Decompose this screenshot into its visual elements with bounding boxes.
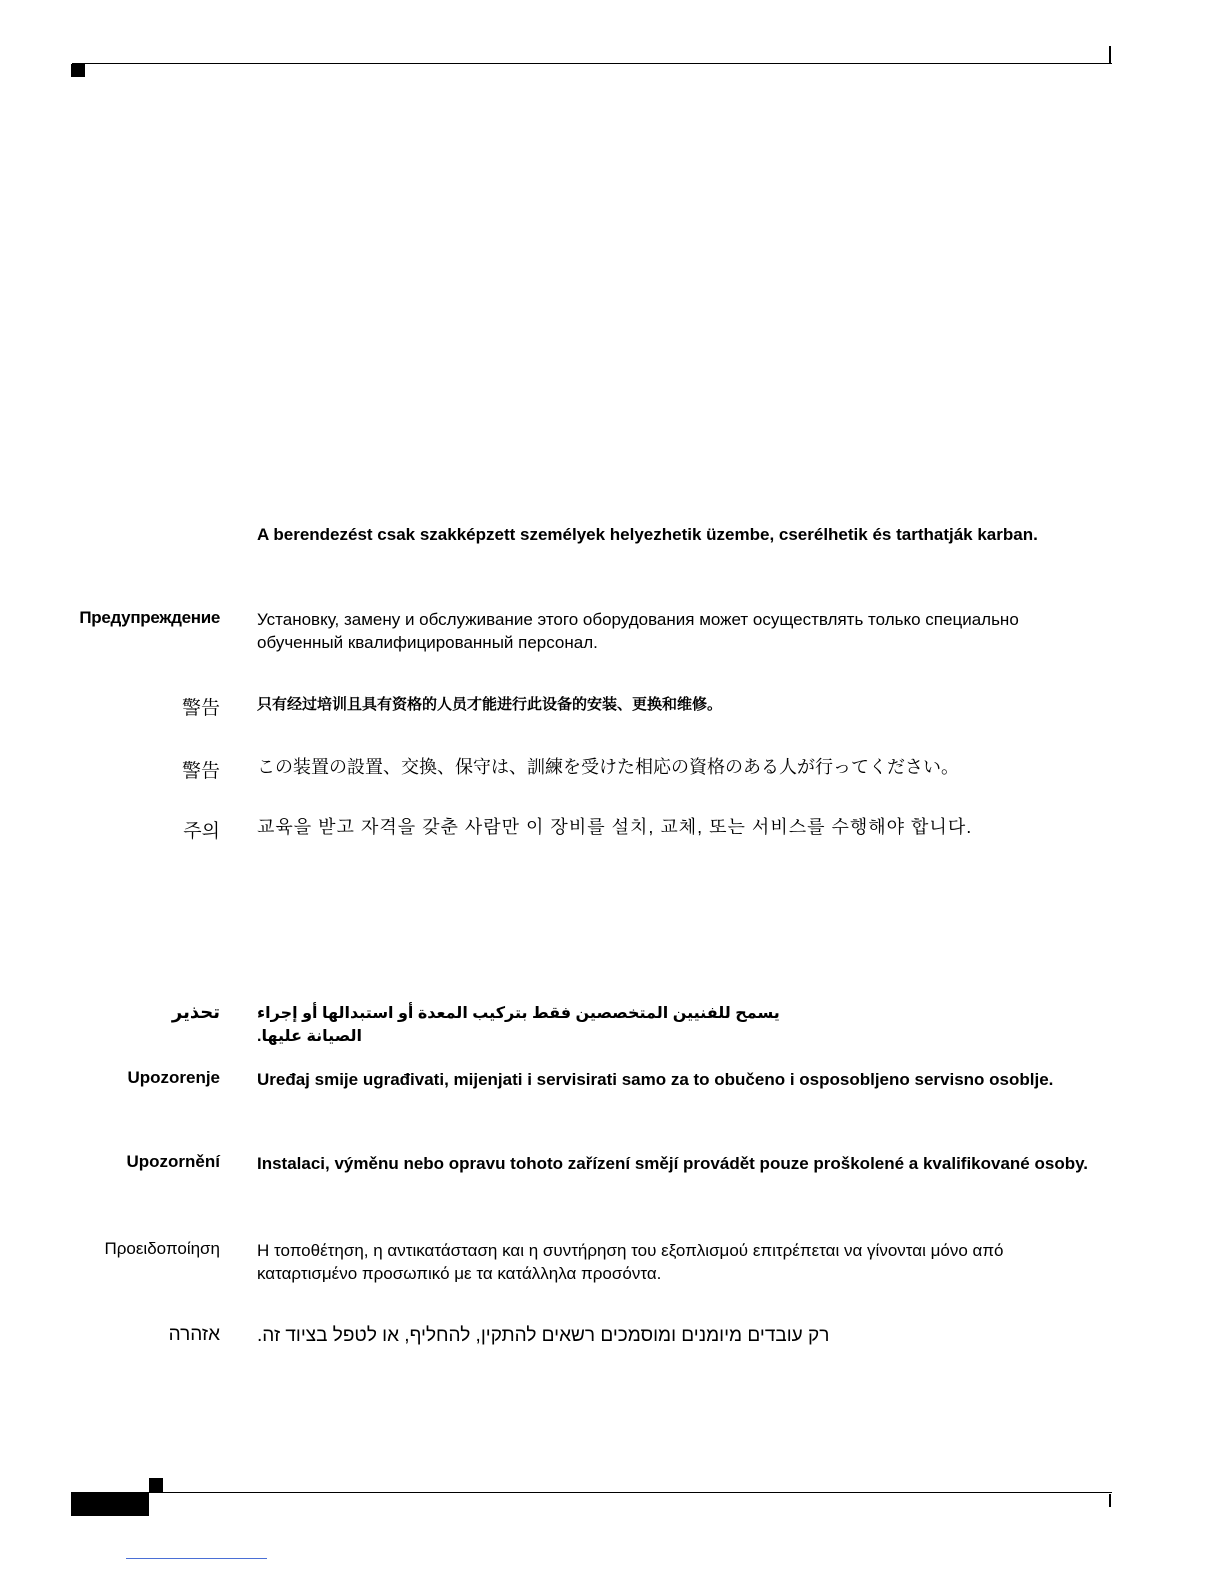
warning-text-chinese: 只有经过培训且具有资格的人员才能进行此设备的安装、更换和维修。 (257, 696, 723, 713)
warning-text-hebrew: רק עובדים מיומנים ומוסמכים רשאים להתקין, להחליף, או לטפל בציוד זה. (257, 1325, 830, 1346)
footer-page-block (71, 1492, 149, 1516)
warning-text-arabic: يسمح للفنيين المتخصصين فقط بتركيب المعدة أو استبدالها أو إجراء الصيانة عليها. (257, 1005, 780, 1045)
warning-label-korean: 주의 (183, 821, 220, 842)
warning-label-chinese: 警告 (181, 698, 220, 719)
warning-label-russian: Предупреждение (79, 608, 220, 627)
warning-text-hungarian: A berendezést csak szakképzett személyek helyezhetik üzembe, cserélhetik és tarthatják karban. (257, 525, 1038, 544)
footer-link-underline[interactable] (126, 1558, 267, 1559)
footer-marker (149, 1478, 163, 1492)
warning-label-hebrew: אזהרה (168, 1324, 220, 1345)
warning-label-arabic: تحذير (171, 1002, 220, 1022)
warning-text-japanese: この装置の設置、交換、保守は、訓練を受けた相応の資格のある人が行ってください。 (257, 757, 959, 777)
warning-text-korean: 교육을 받고 자격을 갖춘 사람만 이 장비를 설치, 교체, 또는 서비스를 수행해야 합니다. (257, 817, 973, 837)
warning-text-croatian: Uređaj smije ugrađivati, mijenjati i servisirati samo za to obučeno i osposobljeno servisno osoblje. (257, 1070, 1054, 1089)
warning-label-czech: Upozornění (126, 1152, 220, 1171)
footer-rule (72, 1492, 1112, 1493)
warning-text-russian: Установку, замену и обслуживание этого оборудования может осуществлять только специально обученный квалифицированный персонал. (257, 610, 1019, 652)
warning-label-japanese: 警告 (181, 761, 220, 782)
warning-label-croatian: Upozorenje (127, 1068, 220, 1087)
footer-tick (1109, 1494, 1111, 1507)
warning-label-greek: Προειδοποίηση (104, 1239, 220, 1258)
warning-text-czech: Instalaci, výměnu nebo opravu tohoto zařízení smějí provádět pouze proškolené a kvalifikované osoby. (257, 1154, 1089, 1173)
warning-text-greek: Η τοποθέτηση, η αντικατάσταση και η συντήρηση του εξοπλισμού επιτρέπεται να γίνονται μόνο από καταρτισμένο προσωπικό με τα κατάλληλα προσόντα. (257, 1241, 1004, 1283)
